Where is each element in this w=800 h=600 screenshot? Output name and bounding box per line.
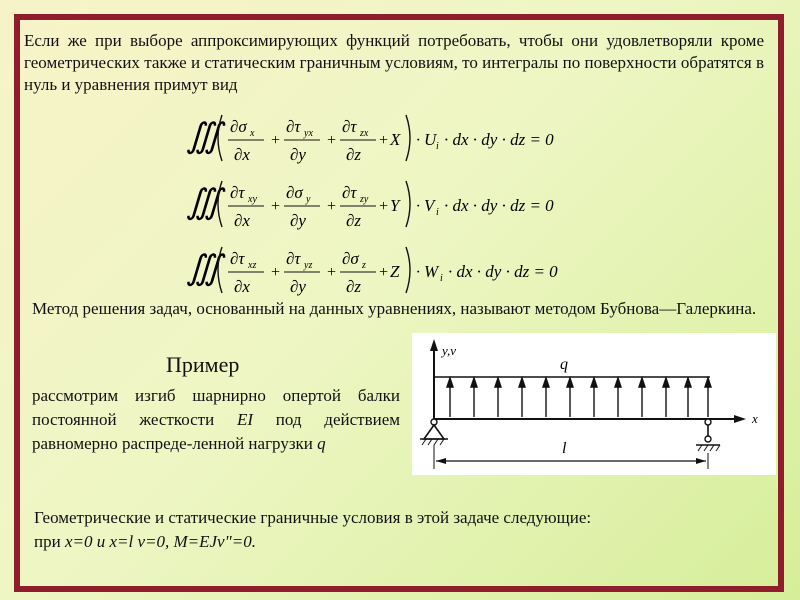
term3-subscript: z [362, 260, 366, 271]
equation-y [186, 173, 586, 235]
method-paragraph: Метод решения задач, основанный на данных уравнениях, называют методом Бубнова—Галеркина. [32, 299, 757, 318]
boundary-conditions-paragraph [34, 506, 770, 554]
term3-numerator: ∂τ [342, 117, 357, 136]
term1-numerator: ∂σ [230, 117, 247, 136]
term3-numerator: ∂τ [342, 183, 357, 202]
triple-integral: ∭ [186, 118, 222, 155]
differential-tail: · dx · dy · dz = 0 [444, 130, 554, 149]
displacement-subscript: i [436, 141, 439, 152]
term2-denominator: ∂y [290, 277, 306, 296]
triple-integral: ∭ [186, 250, 222, 287]
term2-subscript: yx [304, 128, 313, 139]
term3-denominator: ∂z [346, 277, 362, 296]
svg-text:+: + [270, 264, 281, 281]
term2-subscript: yz [304, 260, 313, 271]
conditions-math: x=0 и x=l v=0, M=EJv"=0. [64, 532, 256, 551]
conditions-line2 [34, 530, 770, 554]
conditions-prefix: при [34, 532, 65, 551]
svg-text:+: + [378, 198, 389, 215]
left-pin-support [420, 419, 448, 445]
load-arrows [447, 378, 711, 417]
intro-paragraph: Если же при выборе аппроксимирующих функций потребовать, чтобы они удовлетворяли кроме геометрических также и статическим граничным условиям, то интегралы по поверхности обратятся в нуль и уравнения примут вид [24, 31, 764, 94]
stiffness-symbol: EI [236, 410, 254, 429]
body-force: Y [390, 196, 400, 215]
term2-denominator: ∂y [290, 211, 306, 230]
term1-numerator: ∂τ [230, 249, 245, 268]
equation-z [186, 239, 586, 301]
svg-text:+: + [378, 132, 389, 149]
body-force: Z [390, 262, 400, 281]
svg-text:+: + [326, 132, 337, 149]
svg-text:+: + [326, 264, 337, 281]
svg-text:+: + [326, 198, 337, 215]
conditions-line1: Геометрические и статические граничные условия в этой задаче следующие: [34, 508, 592, 527]
displacement-subscript: i [436, 207, 439, 218]
displacement-subscript: i [440, 273, 443, 284]
length-label: l [562, 440, 567, 457]
term1-subscript: x [250, 128, 255, 139]
x-axis-label: x [752, 411, 758, 426]
differential-tail: · dx · dy · dz = 0 [448, 262, 558, 281]
term2-numerator: ∂τ [286, 117, 301, 136]
term1-denominator: ∂x [234, 211, 250, 230]
svg-text:+: + [378, 264, 389, 281]
term3-subscript: zy [360, 194, 369, 205]
differential-tail: · dx · dy · dz = 0 [444, 196, 554, 215]
beam-diagram [412, 333, 776, 475]
load-symbol: q [317, 434, 326, 453]
term2-denominator: ∂y [290, 145, 306, 164]
term3-denominator: ∂z [346, 145, 362, 164]
term1-subscript: xz [248, 260, 257, 271]
example-text-part2: под действием равномерно распреде-ленной нагрузки [32, 410, 401, 453]
svg-text:+: + [270, 132, 281, 149]
term3-denominator: ∂z [346, 211, 362, 230]
right-roller-support [696, 419, 720, 451]
y-axis-label: y,v [442, 343, 457, 358]
example-title: Пример [166, 352, 240, 377]
body-force: X [390, 130, 401, 149]
displacement: U [424, 130, 437, 149]
svg-text:·: · [416, 132, 420, 149]
load-label: q [560, 356, 568, 373]
length-dimension [434, 445, 708, 469]
svg-text:·: · [416, 264, 420, 281]
displacement: W [424, 262, 439, 281]
example-paragraph [32, 384, 400, 456]
example-text-part1: рассмотрим изгиб шарнирно опертой балки постоянной жесткости [32, 386, 400, 429]
equation-x [186, 107, 586, 169]
term1-subscript: xy [248, 194, 257, 205]
term1-numerator: ∂τ [230, 183, 245, 202]
displacement: V [424, 196, 435, 215]
svg-text:·: · [416, 198, 420, 215]
term2-numerator: ∂σ [286, 183, 303, 202]
triple-integral: ∭ [186, 184, 222, 221]
term2-numerator: ∂τ [286, 249, 301, 268]
svg-text:+: + [270, 198, 281, 215]
term1-denominator: ∂x [234, 277, 250, 296]
term3-numerator: ∂σ [342, 249, 359, 268]
term3-subscript: zx [360, 128, 369, 139]
term1-denominator: ∂x [234, 145, 250, 164]
term2-subscript: y [306, 194, 311, 205]
